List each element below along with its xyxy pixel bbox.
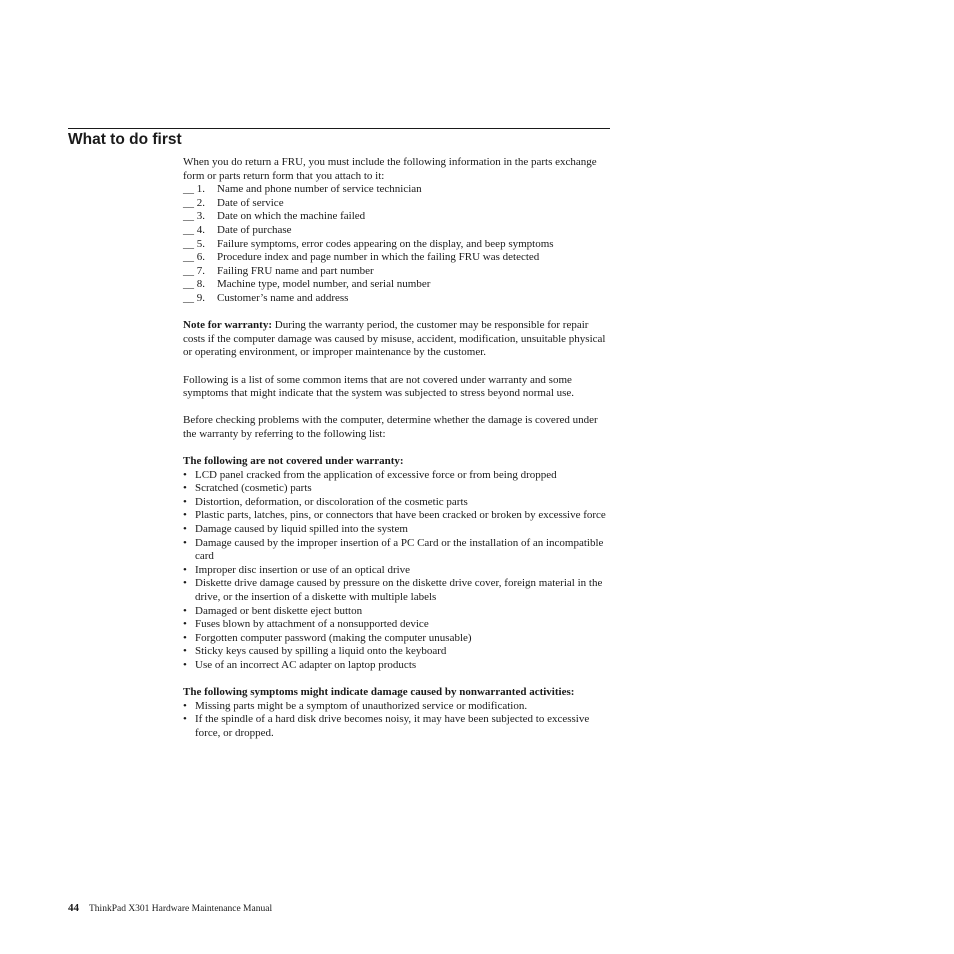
checklist-text: Machine type, model number, and serial number <box>217 278 431 291</box>
list-item <box>183 509 613 523</box>
before-checking-paragraph: Before checking problems with the computer, determine whether the damage is covered under the warranty by referring to the following list: <box>183 414 598 440</box>
checklist-item <box>183 278 613 292</box>
checklist-text: Date on which the machine failed <box>217 210 366 223</box>
list-item-text: Plastic parts, latches, pins, or connectors that have been cracked or broken by excessive force <box>195 509 606 522</box>
list-item <box>183 645 613 659</box>
checklist-text: Name and phone number of service technician <box>217 183 422 196</box>
page-footer <box>68 901 272 916</box>
checklist-number: __ 9. <box>183 291 205 304</box>
checklist-text: Failing FRU name and part number <box>217 264 374 277</box>
list-item <box>183 700 613 714</box>
not-covered-list <box>183 469 613 673</box>
list-item <box>183 632 613 646</box>
list-item <box>183 482 613 496</box>
following-paragraph: Following is a list of some common items that are not covered under warranty and some symptoms that might indicate that the system was subjected to stress beyond normal use. <box>183 373 575 400</box>
list-item <box>183 564 613 578</box>
intro-paragraph: When you do return a FRU, you must include the following information in the parts exchange form or parts return form that you attach to it: <box>183 156 597 182</box>
bullet-icon: • <box>183 631 187 644</box>
list-item <box>183 537 613 564</box>
bullet-icon: • <box>183 482 187 495</box>
checklist-number: __ 3. <box>183 210 205 223</box>
checklist-text: Date of service <box>217 196 284 209</box>
manual-title: ThinkPad X301 Hardware Maintenance Manual <box>89 904 273 914</box>
bullet-icon: • <box>183 468 187 481</box>
list-item-text: Missing parts might be a symptom of unauthorized service or modification. <box>195 699 528 712</box>
list-item-text: Damage caused by liquid spilled into the system <box>195 523 408 536</box>
bullet-icon: • <box>183 563 187 576</box>
list-item-text: Distortion, deformation, or discoloration of the cosmetic parts <box>195 495 468 508</box>
bullet-icon: • <box>183 577 187 590</box>
warranty-note-text: During the warranty period, the customer may be responsible for repair costs if the computer damage was caused by misuse, accident, modification, unsuitable physical or operating environment, or improper maintenance by the customer. <box>183 319 606 359</box>
checklist-number: __ 7. <box>183 264 205 277</box>
checklist-item <box>183 292 613 306</box>
checklist-number: __ 5. <box>183 237 205 250</box>
main-content <box>183 156 613 741</box>
checklist-item <box>183 251 613 265</box>
not-covered-title: The following are not covered under warranty: <box>183 455 404 468</box>
checklist-number: __ 6. <box>183 251 205 264</box>
bullet-icon: • <box>183 699 187 712</box>
bullet-icon: • <box>183 509 187 522</box>
list-item-text: Use of an incorrect AC adapter on laptop products <box>195 658 417 671</box>
list-item <box>183 523 613 537</box>
checklist-text: Customer’s name and address <box>217 291 349 304</box>
bullet-icon: • <box>183 645 187 658</box>
bullet-icon: • <box>183 713 187 726</box>
list-item-text: Fuses blown by attachment of a nonsupported device <box>195 618 429 631</box>
warranty-note-label: Note for warranty: <box>183 319 272 332</box>
checklist-item <box>183 238 613 252</box>
list-item-text: If the spindle of a hard disk drive becomes noisy, it may have been subjected to excessive force, or dropped. <box>195 713 590 739</box>
list-item-text: LCD panel cracked from the application of excessive force or from being dropped <box>195 468 557 481</box>
bullet-icon: • <box>183 658 187 671</box>
list-item-text: Diskette drive damage caused by pressure on the diskette drive cover, foreign material in the drive, or the insertion of a diskette with multiple labels <box>195 577 603 603</box>
page-number: 44 <box>68 902 79 914</box>
checklist-number: __ 8. <box>183 278 205 291</box>
bullet-icon: • <box>183 495 187 508</box>
checklist-item <box>183 224 613 238</box>
list-item <box>183 618 613 632</box>
checklist-item <box>183 183 613 197</box>
bullet-icon: • <box>183 523 187 536</box>
list-item <box>183 713 613 740</box>
checklist-text: Failure symptoms, error codes appearing on the display, and beep symptoms <box>217 237 554 250</box>
list-item <box>183 659 613 673</box>
checklist-text: Procedure index and page number in which the failing FRU was detected <box>217 251 540 264</box>
list-item-text: Scratched (cosmetic) parts <box>195 482 312 495</box>
heading-rule <box>68 128 610 129</box>
list-item-text: Forgotten computer password (making the computer unusable) <box>195 631 472 644</box>
list-item-text: Damage caused by the improper insertion of a PC Card or the installation of an incompatible card <box>195 536 604 563</box>
checklist-number: __ 2. <box>183 196 205 209</box>
list-item-text: Sticky keys caused by spilling a liquid onto the keyboard <box>195 645 447 658</box>
section-heading: What to do first <box>68 131 182 148</box>
list-item-text: Improper disc insertion or use of an optical drive <box>195 563 411 576</box>
symptoms-list <box>183 700 613 741</box>
checklist-number: __ 4. <box>183 223 205 236</box>
checklist-item <box>183 197 613 211</box>
list-item <box>183 496 613 510</box>
checklist-number: __ 1. <box>183 183 205 196</box>
checklist-item <box>183 265 613 279</box>
list-item <box>183 605 613 619</box>
fru-checklist <box>183 183 613 305</box>
checklist-text: Date of purchase <box>217 223 292 236</box>
checklist-item <box>183 210 613 224</box>
bullet-icon: • <box>183 536 187 549</box>
list-item <box>183 469 613 483</box>
warranty-note <box>183 319 613 360</box>
list-item-text: Damaged or bent diskette eject button <box>195 604 363 617</box>
bullet-icon: • <box>183 618 187 631</box>
list-item <box>183 577 613 604</box>
bullet-icon: • <box>183 604 187 617</box>
symptoms-title: The following symptoms might indicate damage caused by nonwarranted activities: <box>183 686 575 699</box>
